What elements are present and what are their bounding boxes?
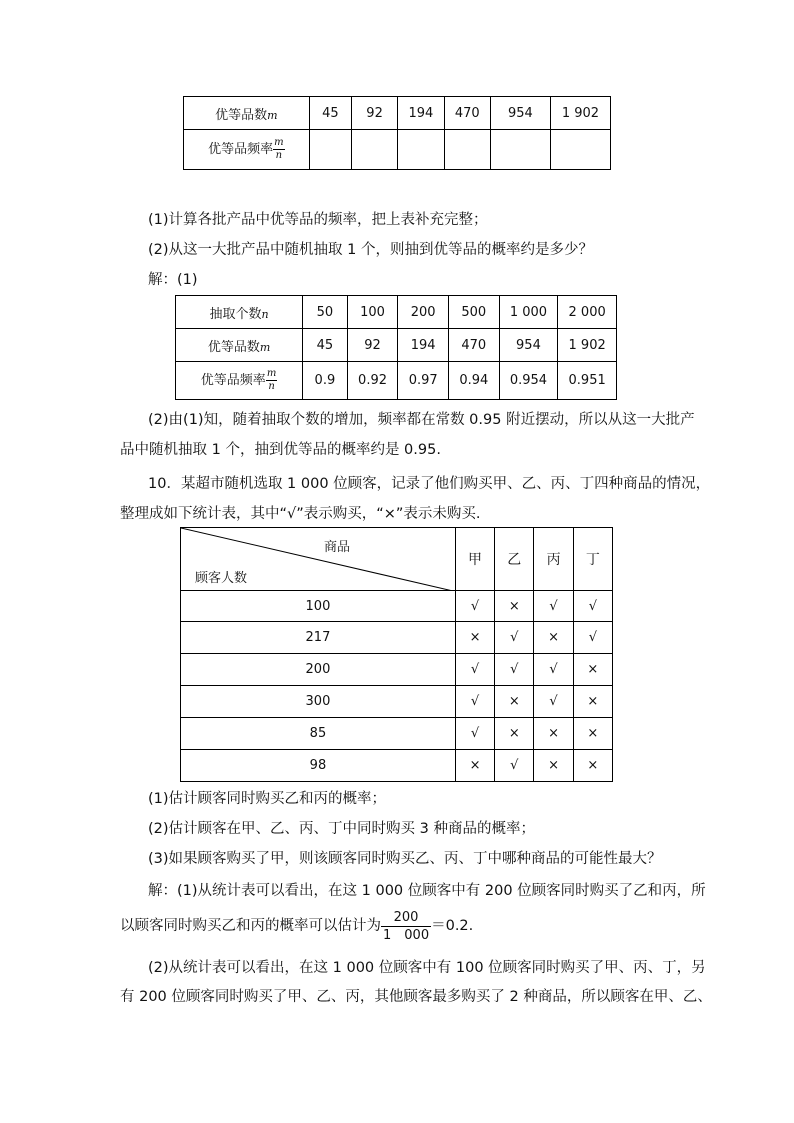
table-cell: 100 bbox=[347, 296, 398, 329]
table-cell-empty bbox=[352, 130, 398, 170]
solution-text: 以顾客同时购买乙和丙的概率可以估计为 bbox=[120, 918, 381, 934]
frac-den: n bbox=[275, 150, 283, 161]
fraction-200-over-1000 bbox=[381, 909, 431, 944]
mark-cell: √ bbox=[534, 686, 573, 718]
mark-cell: × bbox=[495, 718, 534, 750]
table-cell: 954 bbox=[499, 329, 558, 362]
table-cell: 50 bbox=[303, 296, 348, 329]
table-cell: 1 000 bbox=[499, 296, 558, 329]
mark-cell: × bbox=[495, 591, 534, 622]
mark-cell: × bbox=[534, 718, 573, 750]
mark-cell: √ bbox=[455, 686, 494, 718]
customer-count: 200 bbox=[181, 654, 456, 686]
cell-label: 优等品频率 bbox=[208, 142, 274, 157]
table-solution-frequency bbox=[175, 295, 617, 400]
table-purchase-statistics bbox=[180, 527, 613, 782]
row-label-excellent-count bbox=[184, 97, 310, 130]
table-cell-empty bbox=[444, 130, 490, 170]
var-n: n bbox=[261, 307, 269, 321]
mark-cell: √ bbox=[455, 654, 494, 686]
var-m: m bbox=[267, 108, 278, 122]
table-cell: 470 bbox=[448, 329, 499, 362]
fraction-m-over-n bbox=[273, 137, 284, 162]
table-cell: 470 bbox=[444, 97, 490, 130]
customer-count: 98 bbox=[181, 750, 456, 782]
customer-count: 217 bbox=[181, 622, 456, 654]
mark-cell: × bbox=[534, 750, 573, 782]
table-cell: 0.97 bbox=[398, 362, 449, 400]
solution-10-2-line2: 有 200 位顾客同时购买了甲、乙、丙，其他顾客最多购买了 2 种商品，所以顾客在甲、乙、 bbox=[120, 989, 712, 1005]
row-label-excellent-frequency bbox=[184, 130, 310, 170]
header-goods-bing: 丙 bbox=[534, 528, 573, 591]
table-cell: 194 bbox=[398, 329, 449, 362]
mark-cell: × bbox=[534, 622, 573, 654]
mark-cell: √ bbox=[534, 654, 573, 686]
table-row bbox=[181, 654, 613, 686]
table-cell: 0.94 bbox=[448, 362, 499, 400]
table-cell: 0.954 bbox=[499, 362, 558, 400]
header-sample-size bbox=[176, 296, 303, 329]
table-cell-empty bbox=[309, 130, 351, 170]
mark-cell: √ bbox=[455, 591, 494, 622]
table-cell: 2 000 bbox=[558, 296, 617, 329]
mark-cell: × bbox=[573, 654, 612, 686]
question-10-1: (1)估计顾客同时购买乙和丙的概率； bbox=[148, 791, 387, 807]
mark-cell: × bbox=[573, 750, 612, 782]
header-goods-yi: 乙 bbox=[495, 528, 534, 591]
cell-label: 抽取个数 bbox=[209, 306, 262, 322]
problem-10-line1: 10．某超市随机选取 1 000 位顾客，记录了他们购买甲、乙、丙、丁四种商品的情况， bbox=[148, 476, 711, 492]
table-cell: 45 bbox=[303, 329, 348, 362]
table-cell: 0.951 bbox=[558, 362, 617, 400]
table-corner-cell bbox=[181, 528, 456, 591]
table-cell: 92 bbox=[347, 329, 398, 362]
solution-9-label: 解：(1) bbox=[148, 272, 198, 288]
table-cell: 200 bbox=[398, 296, 449, 329]
customer-count: 85 bbox=[181, 718, 456, 750]
header-goods-ding: 丁 bbox=[573, 528, 612, 591]
mark-cell: √ bbox=[495, 750, 534, 782]
mark-cell: √ bbox=[573, 591, 612, 622]
question-10-2: (2)估计顾客在甲、乙、丙、丁中同时购买 3 种商品的概率； bbox=[148, 821, 535, 837]
table-cell: 0.92 bbox=[347, 362, 398, 400]
header-goods-jia: 甲 bbox=[455, 528, 494, 591]
mark-cell: × bbox=[573, 718, 612, 750]
row-label-excellent-frequency bbox=[176, 362, 303, 400]
solution-10-2-line1: (2)从统计表可以看出，在这 1 000 位顾客中有 100 位顾客同时购买了甲、丙、丁，另 bbox=[148, 960, 706, 976]
mark-cell: √ bbox=[495, 622, 534, 654]
table-cell: 1 902 bbox=[550, 97, 610, 130]
corner-label-customers: 顾客人数 bbox=[195, 571, 248, 586]
table-row bbox=[181, 718, 613, 750]
cell-label: 优等品数 bbox=[207, 339, 260, 355]
mark-cell: √ bbox=[573, 622, 612, 654]
frac-num: 200 bbox=[381, 909, 431, 927]
fraction-m-over-n bbox=[266, 368, 277, 393]
solution-10-1-line1: 解：(1)从统计表可以看出，在这 1 000 位顾客中有 200 位顾客同时购买了乙和丙，所 bbox=[148, 883, 706, 899]
problem-10-line2: 整理成如下统计表，其中“√”表示购买，“×”表示未购买. bbox=[120, 506, 481, 522]
mark-cell: × bbox=[455, 622, 494, 654]
mark-cell: × bbox=[455, 750, 494, 782]
table-cell: 0.9 bbox=[303, 362, 348, 400]
frac-den: n bbox=[268, 381, 275, 392]
mark-cell: × bbox=[573, 686, 612, 718]
customer-count: 100 bbox=[181, 591, 456, 622]
corner-label-goods: 商品 bbox=[324, 540, 351, 555]
table-row bbox=[181, 622, 613, 654]
solution-text: ＝0.2. bbox=[431, 918, 474, 934]
cell-label: 优等品数 bbox=[215, 107, 268, 123]
mark-cell: √ bbox=[534, 591, 573, 622]
var-m: m bbox=[259, 340, 271, 354]
frac-num: m bbox=[274, 137, 284, 148]
table-cell: 954 bbox=[490, 97, 550, 130]
frac-den: 1 000 bbox=[383, 927, 430, 943]
table-excellent-count bbox=[183, 96, 611, 170]
mark-cell: √ bbox=[495, 654, 534, 686]
row-label-excellent-count bbox=[176, 329, 303, 362]
table-row bbox=[181, 591, 613, 622]
solution-9-2-line1: (2)由(1)知，随着抽取个数的增加，频率都在常数 0.95 附近摆动，所以从这一大批产 bbox=[148, 412, 695, 428]
frac-num: m bbox=[266, 368, 277, 379]
table-row bbox=[181, 750, 613, 782]
mark-cell: × bbox=[495, 686, 534, 718]
table-cell: 45 bbox=[309, 97, 351, 130]
mark-cell: √ bbox=[455, 718, 494, 750]
table-cell: 1 902 bbox=[558, 329, 617, 362]
question-9-1: (1)计算各批产品中优等品的频率，把上表补充完整； bbox=[148, 212, 488, 228]
table-cell: 194 bbox=[398, 97, 444, 130]
cell-label: 优等品频率 bbox=[200, 373, 266, 388]
solution-9-2-line2: 品中随机抽取 1 个，抽到优等品的概率约是 0.95. bbox=[120, 442, 441, 458]
solution-10-1-line2 bbox=[120, 908, 473, 944]
customer-count: 300 bbox=[181, 686, 456, 718]
table-cell-empty bbox=[550, 130, 610, 170]
table-cell: 500 bbox=[448, 296, 499, 329]
table-row bbox=[181, 686, 613, 718]
question-10-3: (3)如果顾客购买了甲，则该顾客同时购买乙、丙、丁中哪种商品的可能性最大？ bbox=[148, 851, 662, 867]
table-cell-empty bbox=[398, 130, 444, 170]
table-cell: 92 bbox=[352, 97, 398, 130]
question-9-2: (2)从这一大批产品中随机抽取 1 个，则抽到优等品的概率约是多少？ bbox=[148, 242, 593, 258]
table-cell-empty bbox=[490, 130, 550, 170]
